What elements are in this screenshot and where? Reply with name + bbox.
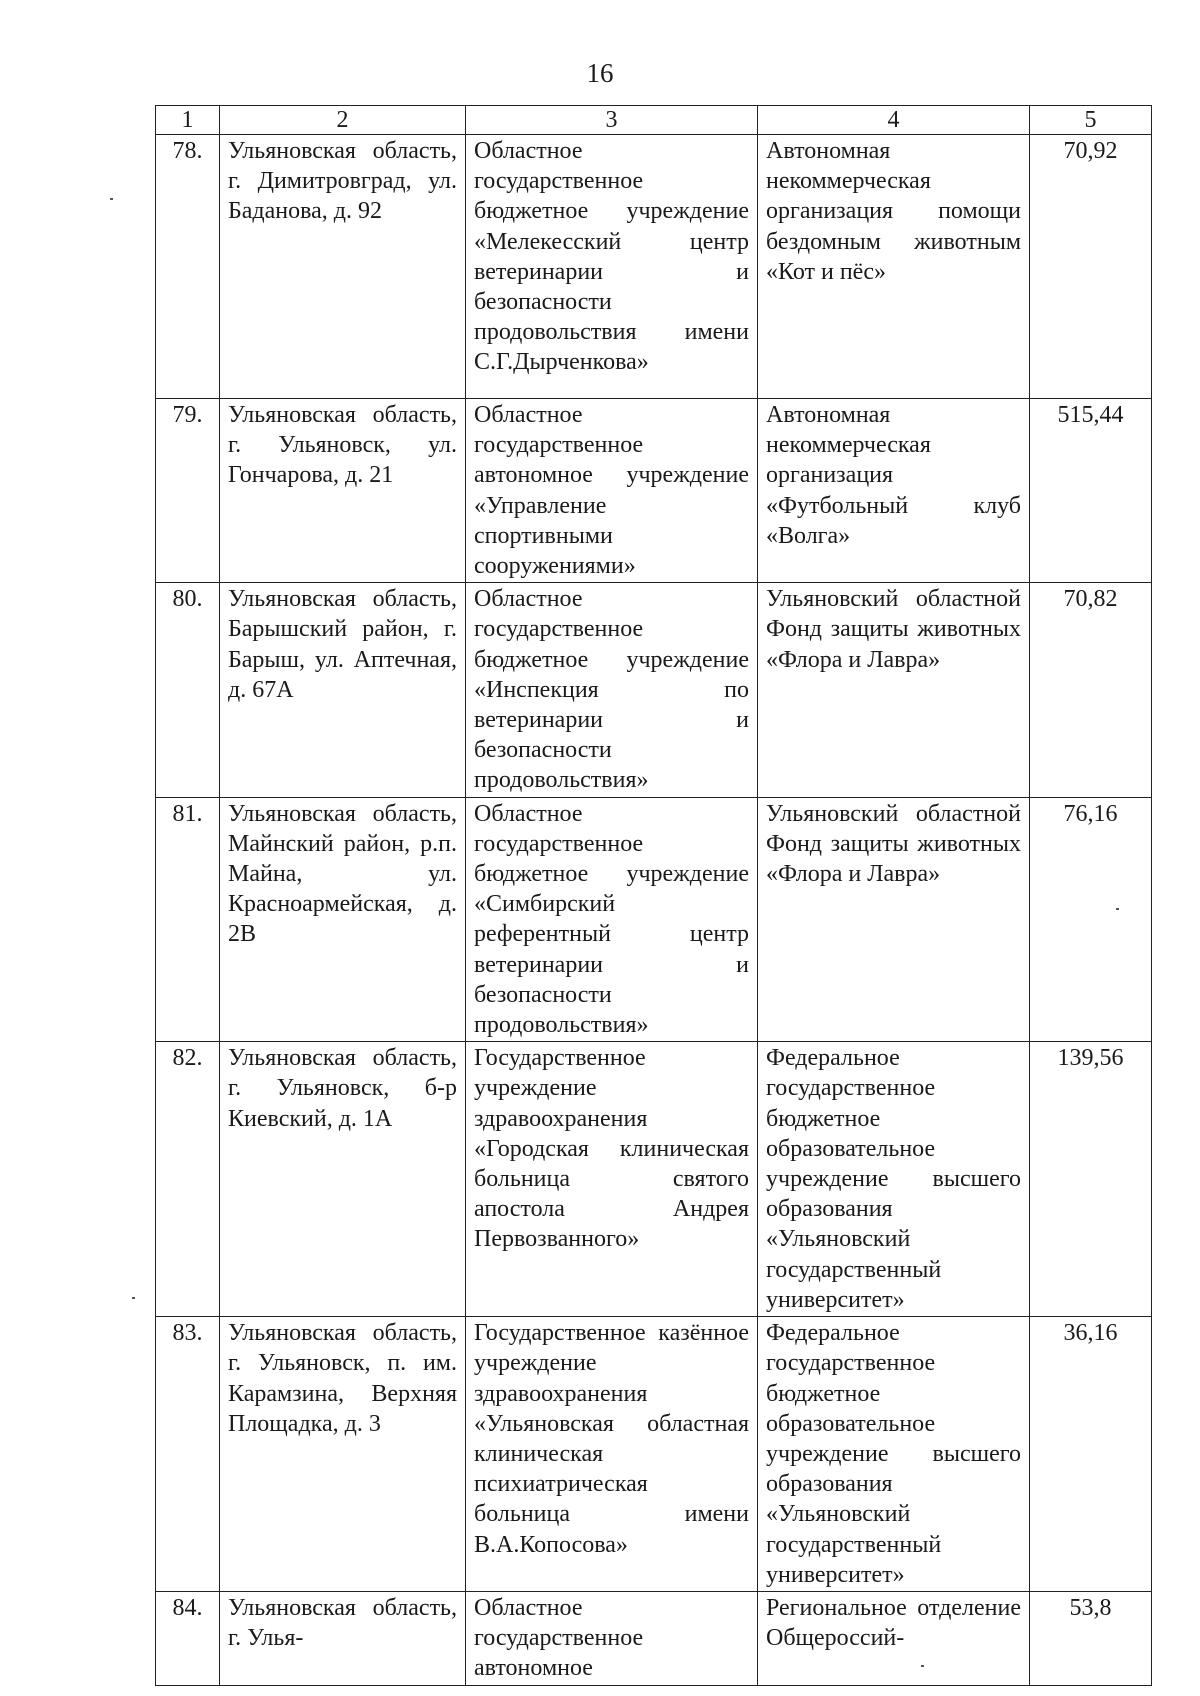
owner-cell: Государственное учреждение здравоохранения «Городская клиническая больница святого апостола Андрея Первозванного»	[466, 1042, 758, 1317]
value-cell: 515,44	[1030, 399, 1152, 583]
recipient-cell: Автономная некоммерческая организация помощи бездомным животным «Кот и пёс»	[758, 135, 1030, 399]
recipient-cell: Ульяновский областной Фонд защиты животных «Флора и Лавра»	[758, 583, 1030, 797]
address-cell: Ульяновская область, Барышский район, г. Барыш, ул. Аптечная, д. 67А	[220, 583, 466, 797]
column-header-1: 1	[156, 106, 220, 135]
value-cell: 70,92	[1030, 135, 1152, 399]
row-number: 82.	[156, 1042, 220, 1317]
value-cell: 76,16	[1030, 797, 1152, 1042]
page-number: 16	[586, 58, 614, 88]
scan-speck	[132, 1297, 135, 1299]
owner-cell: Государственное казённое учреждение здравоохранения «Ульяновская областная клиническая психиатрическая больница имени В.А.Копосова»	[466, 1317, 758, 1592]
owner-cell: Областное государственное автономное	[466, 1591, 758, 1685]
address-cell: Ульяновская область, г. Ульяновск, ул. Гончарова, д. 21	[220, 399, 466, 583]
recipient-cell: Автономная некоммерческая организация «Футбольный клуб «Волга»	[758, 399, 1030, 583]
row-number: 84.	[156, 1591, 220, 1685]
column-header-4: 4	[758, 106, 1030, 135]
table-header-row	[156, 106, 1152, 135]
owner-cell: Областное государственное автономное учреждение «Управление спортивными сооружениями»	[466, 399, 758, 583]
row-number: 79.	[156, 399, 220, 583]
value-cell: 53,8	[1030, 1591, 1152, 1685]
value-cell: 70,82	[1030, 583, 1152, 797]
recipient-cell: Ульяновский областной Фонд защиты животных «Флора и Лавра»	[758, 797, 1030, 1042]
row-number: 83.	[156, 1317, 220, 1592]
table-row	[156, 1042, 1152, 1317]
scan-speck	[110, 198, 113, 200]
table-row	[156, 1317, 1152, 1592]
row-number: 81.	[156, 797, 220, 1042]
scan-speck	[1116, 908, 1119, 910]
owner-cell: Областное государственное бюджетное учреждение «Инспекция по ветеринарии и безопасности продовольствия»	[466, 583, 758, 797]
address-cell: Ульяновская область, г. Улья-	[220, 1591, 466, 1685]
table-row	[156, 797, 1152, 1042]
address-cell: Ульяновская область, Майнский район, р.п. Майна, ул. Красноармейская, д. 2В	[220, 797, 466, 1042]
column-header-5: 5	[1030, 106, 1152, 135]
table-row	[156, 135, 1152, 399]
address-cell: Ульяновская область, г. Ульяновск, б-р Киевский, д. 1А	[220, 1042, 466, 1317]
row-number: 80.	[156, 583, 220, 797]
owner-cell: Областное государственное бюджетное учреждение «Мелекесский центр ветеринарии и безопасности продовольствия имени С.Г.Дырченкова»	[466, 135, 758, 399]
recipient-cell: Федеральное государственное бюджетное образовательное учреждение высшего образования «Ульяновский государственный университет»	[758, 1317, 1030, 1592]
value-cell: 36,16	[1030, 1317, 1152, 1592]
value-cell: 139,56	[1030, 1042, 1152, 1317]
owner-cell: Областное государственное бюджетное учреждение «Симбирский референтный центр ветеринарии и безопасности продовольствия»	[466, 797, 758, 1042]
table-row	[156, 399, 1152, 583]
table-row	[156, 583, 1152, 797]
recipient-cell: Региональное отделение Общероссий-	[758, 1591, 1030, 1685]
recipient-cell: Федеральное государственное бюджетное образовательное учреждение высшего образования «Ульяновский государственный университет»	[758, 1042, 1030, 1317]
row-number: 78.	[156, 135, 220, 399]
property-transfer-table	[155, 105, 1152, 1686]
address-cell: Ульяновская область, г. Ульяновск, п. им. Карамзина, Верхняя Площадка, д. 3	[220, 1317, 466, 1592]
address-cell: Ульяновская область, г. Димитровград, ул. Баданова, д. 92	[220, 135, 466, 399]
column-header-3: 3	[466, 106, 758, 135]
table-row	[156, 1591, 1152, 1685]
scan-speck	[921, 1665, 924, 1667]
column-header-2: 2	[220, 106, 466, 135]
